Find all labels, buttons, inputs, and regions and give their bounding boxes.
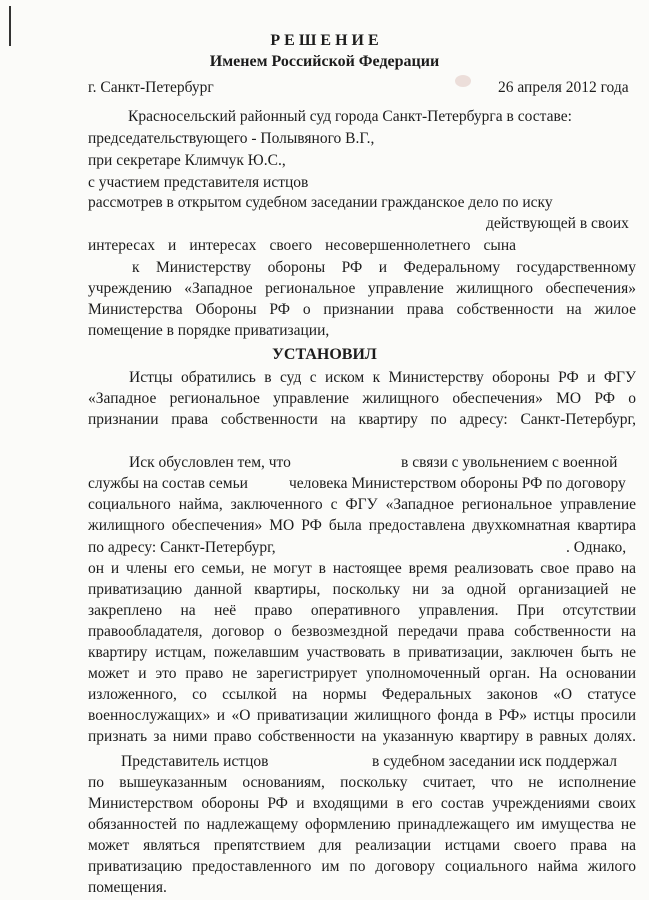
para2-line: признать за ними право собственности на указанную квартиру в равных долях. <box>88 728 636 745</box>
para2-line: Иск обусловлен тем, что <box>129 454 291 471</box>
document-title: Р Е Ш Е Н И Е <box>270 32 379 49</box>
city: г. Санкт-Петербург <box>88 79 214 96</box>
para2-line: социального найма, заключенного с ФГУ «Западное региональное управление <box>88 496 636 513</box>
para3-line: по вышеуказанным основаниям, поскольку считает, что не исполнение <box>88 774 636 791</box>
intro-line: председательствующего - Полывяного В.Г., <box>88 130 375 147</box>
intro-line: к Министерству обороны РФ и Федеральному государственному <box>132 259 636 276</box>
date: 26 апреля 2012 года <box>498 79 629 96</box>
para1-line: Истцы обратились в суд с иском к Министерству обороны РФ и ФГУ <box>129 369 636 386</box>
para2-line: жилищного обеспечения» МО РФ была предоставлена двухкомнатная квартира <box>88 517 636 534</box>
para3-line: приватизацию предоставленного им по договору социального найма жилого <box>88 858 636 875</box>
para2-line: квартиру истцам, пожелавшим участвовать в приватизации, заключен быть не <box>88 644 636 661</box>
para2-line: военнослужащих» и «О приватизации жилищного фонда в РФ» истцы просили <box>88 707 636 724</box>
para2-line: может и это право не зарегистрирует уполномоченный орган. На основании <box>88 665 636 682</box>
intro-line: рассмотрев в открытом судебном заседании гражданское дело по иску <box>88 194 553 211</box>
para3-line: Министерством обороны РФ и входящими в его состав учреждениями своих <box>88 795 636 812</box>
para2-line: правообладателя, договор о безвозмездной передачи права собственности на <box>88 623 636 640</box>
intro-line: при секретаре Климчук Ю.С., <box>88 152 286 169</box>
para1-line: «Западное региональное управление жилищного обеспечения» МО РФ о <box>88 390 636 407</box>
para2-line: по адресу: Санкт-Петербург, <box>88 539 276 556</box>
paper-stain <box>455 75 471 87</box>
para2-line: он и члены его семьи, не могут в настоящее время реализовать свое право на <box>88 560 636 577</box>
para2-line: приватизацию данной квартиры, поскольку ни за одной организацией не <box>88 581 636 598</box>
para2-line: закреплено на неё право оперативного управления. При отсутствии <box>88 602 636 619</box>
intro-line: помещение в порядке приватизации, <box>88 322 330 339</box>
para3-line: может являться препятствием для реализации истцами своего права на <box>88 837 636 854</box>
intro-line: Министерства Обороны РФ о признании права собственности на жилое <box>88 301 636 318</box>
intro-line: с участием представителя истцов <box>88 174 309 191</box>
para3-line: Представитель истцов <box>121 753 269 770</box>
para3-line: в судебном заседании иск поддержал <box>372 753 618 770</box>
para3-line: помещения. <box>88 879 167 896</box>
intro-line: действующей в своих <box>486 215 629 232</box>
para2-line: в связи с увольнением с военной <box>401 454 618 471</box>
intro-line: интересах и интересах своего несовершеннолетнего сына <box>88 237 516 254</box>
section-title: УСТАНОВИЛ <box>272 346 377 363</box>
para2-line: человека Министерством обороны РФ по договору <box>289 475 626 492</box>
intro-line: Красносельский районный суд города Санкт-Петербурга в составе: <box>128 108 572 125</box>
para2-line: службы на состав семьи <box>88 475 248 492</box>
para3-line: обязанностей по надлежащему оформлению принадлежащего им имущества не <box>88 816 636 833</box>
intro-line: учреждению «Западное региональное управление жилищного обеспечения» <box>88 280 636 297</box>
document-subtitle: Именем Российской Федерации <box>209 53 440 70</box>
para2-line: изложенного, со ссылкой на нормы Федеральных законов «О статусе <box>88 686 636 703</box>
para1-line: признании права собственности на квартиру по адресу: Санкт-Петербург, <box>88 411 636 428</box>
para2-line: . Однако, <box>566 539 627 556</box>
